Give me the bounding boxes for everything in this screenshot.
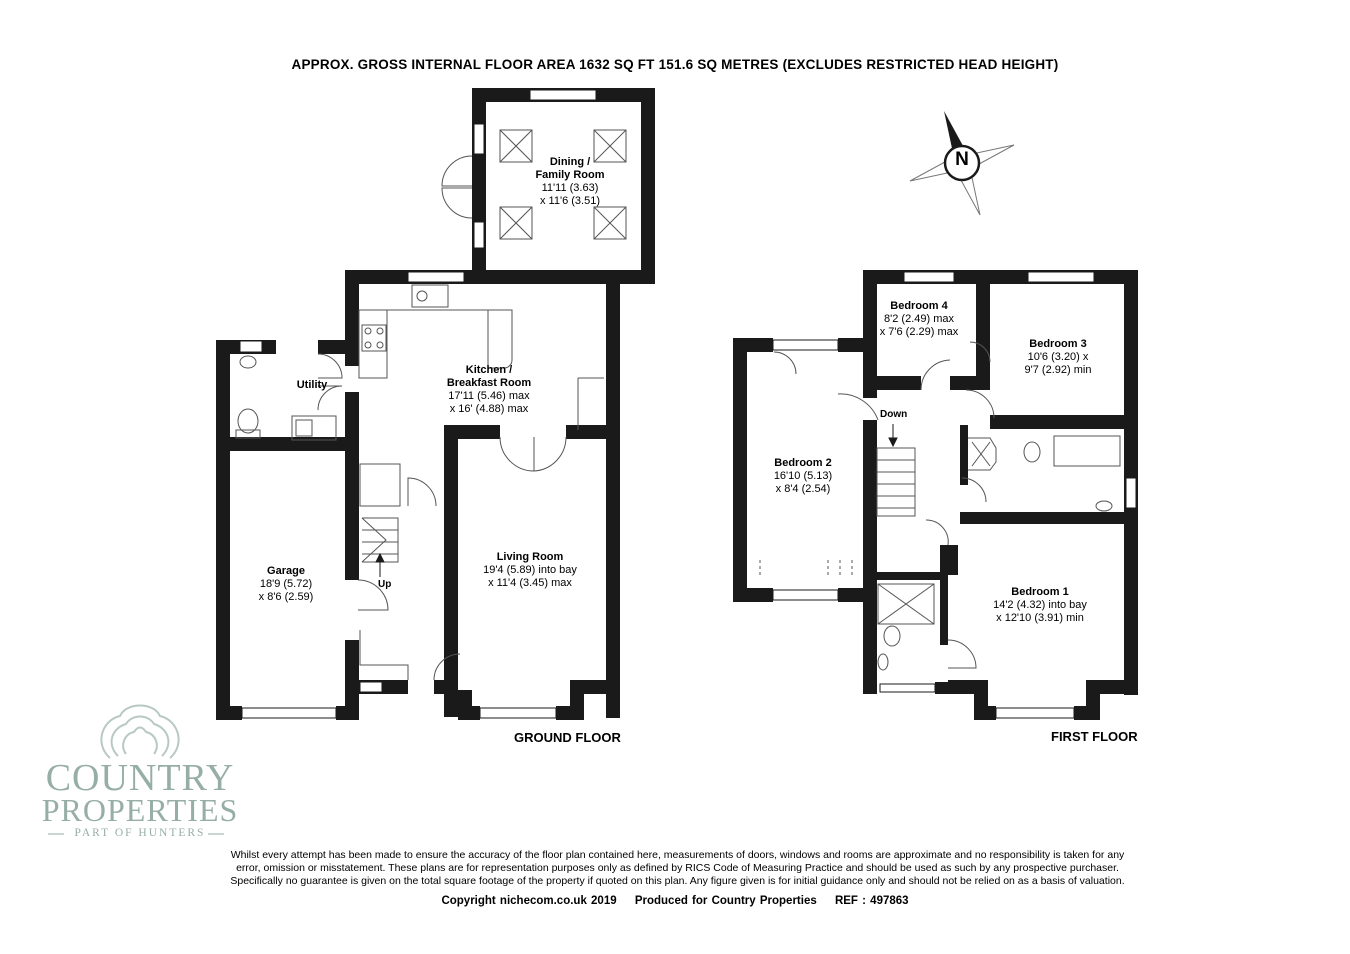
ff-bay-east-top [1086,680,1138,694]
bed4-south-wall-b [950,376,990,390]
french-door-right [442,188,472,218]
dining-room-name-2: Family Room [535,169,605,181]
bedroom3-name: Bedroom 3 [1029,338,1087,350]
bath-south-wall [960,512,1138,524]
living-room-label [460,551,600,590]
floor-area-heading: APPROX. GROSS INTERNAL FLOOR AREA 1632 SQ FT 151.6 SQ METRES (EXCLUDES RESTRICTED HEAD HEIGHT) [291,57,1059,72]
bed2-cupboard [774,352,796,374]
landing-door [926,520,948,545]
bedroom2-name: Bedroom 2 [774,457,832,469]
produced-for-text: Produced for Country Properties [634,895,817,907]
bedroom2-dim-2: x 8'4 (2.54) [775,483,831,495]
bay-east-top [570,680,620,694]
kitchen-window [408,272,464,282]
bed2-east-lower [863,420,877,694]
dining-side-window-2 [474,222,484,248]
bed3-window [1028,272,1094,282]
up-arrow-icon [376,554,384,562]
dining-east-wall [641,88,655,284]
bedroom4-dim-1: 8'2 (2.49) max [884,313,954,325]
kitchen-name-2: Breakfast Room [446,377,532,389]
living-bay-window [480,708,556,718]
bed1-west-jog [948,545,958,575]
bath-tub [1054,436,1120,466]
bed2-north-a [733,338,773,352]
bath-window [1126,478,1136,508]
compass-north-label: N [955,149,969,170]
living-room-dim-2: x 11'4 (3.45) max [488,577,572,589]
reference-number: REF : 497863 [834,895,909,907]
country-properties-logo [40,706,240,846]
living-door-right [534,437,566,471]
copyright-text: Copyright nichecom.co.uk 2019 [441,895,617,907]
utility-basin [240,356,256,368]
hall-cupboard [360,464,400,506]
garage-east-wall-lower [345,640,359,720]
hall-door [408,478,436,506]
kitchen-dim-1: 17'11 (5.46) max [448,390,530,402]
ff-bay-west-top [948,680,988,694]
ground-floor-label: GROUND FLOOR [514,730,621,745]
bedroom3-label [998,338,1118,377]
dining-room-name: Dining / [549,156,591,168]
bedroom1-dim-1: 14'2 (4.32) into bay [993,599,1087,611]
garage-dim-1: 18'9 (5.72) [259,578,313,590]
bath-basin [1096,501,1112,511]
stairs-up-label: Up [378,579,392,590]
ensuite-south-a [863,682,877,694]
living-room-dim-1: 19'4 (5.89) into bay [483,564,577,576]
skylight-3 [500,207,532,239]
hall-window [360,682,382,692]
living-door-left [500,437,534,471]
footer-credits [0,895,1350,907]
ensuite-basin [878,654,888,670]
bedroom4-name: Bedroom 4 [890,300,948,312]
logo-line-1: COUNTRY [45,757,235,799]
dining-south-wall [472,270,655,284]
stair-winder [362,518,386,562]
utility-door-a [318,354,342,378]
utility-name: Utility [296,379,328,391]
bath-north-wall [990,415,1138,429]
bed2-eaves [760,560,852,578]
skylight-4 [594,207,626,239]
kitchen-label [419,364,559,416]
dining-window [530,90,596,100]
bath-toilet [1024,442,1040,462]
disclaimer-line-1: Whilst every attempt has been made to ensure the accuracy of the floor plan contained here, measurements of doors, windows and rooms are approximate and no responsibility is taken for any [230,849,1125,861]
ensuite-toilet [884,626,900,646]
ff-bay-south-a [974,706,996,720]
logo-line-2: PROPERTIES [41,792,239,828]
kitchen-east-wall [606,278,620,718]
dining-room-label [500,156,640,208]
bed3-door [966,390,994,418]
bed2-window-2 [773,590,838,600]
ensuite-door [948,640,976,668]
dining-side-window [474,124,484,154]
ensuite-window [880,684,935,692]
ff-east-lower [1124,505,1138,695]
bedroom2-label [748,457,858,496]
disclaimer-line-2: error, omission or misstatement. These plans are for representation purposes only as defined by RICS Code of Measuring Practice and should be used as such by any prospective purchaser. [236,862,1119,874]
utility-south-wall [216,437,358,451]
ensuite-north-wall [874,572,948,580]
bedroom3-dim-2: 9'7 (2.92) min [1024,364,1092,376]
kitchen-name: Kitchen / [465,364,513,376]
bedroom4-label [866,300,972,339]
garage-west-wall [216,340,230,720]
dining-room-dim-2: x 11'6 (3.51) [540,195,600,207]
bed4-bed3-wall [976,270,990,388]
hall-lower [360,630,408,680]
utility-window [240,341,262,352]
garage-label [226,565,346,604]
living-room-name: Living Room [496,551,564,563]
stairs-down-label: Down [880,409,908,420]
kitchen-unit [578,378,604,430]
stairs-down [877,448,915,516]
living-west-wall [444,425,458,717]
garage-door-opening [242,708,336,718]
bedroom1-dim-2: x 12'10 (3.91) min [996,612,1084,624]
bedroom4-dim-2: x 7'6 (2.29) max [879,326,959,338]
living-north-wall-a [444,425,500,439]
logo-line-3: PART OF HUNTERS [74,827,206,839]
bed1-bay-window [996,708,1074,718]
dining-room-dim-1: 11'11 (3.63) [541,182,599,194]
down-arrow-icon [889,438,897,446]
kitchen-sink-bowl [417,291,427,301]
bed4-door [921,360,950,390]
garage-east-wall-upper [345,440,359,580]
bed2-east-upper [863,338,877,398]
ensuite-east-wall [940,545,948,645]
kitchen-dim-2: x 16' (4.88) max [449,403,529,415]
bed4-window [904,272,954,282]
first-floor-label: FIRST FLOOR [1051,729,1138,744]
utility-toilet [238,409,258,433]
bedroom3-dim-1: 10'6 (3.20) x [1027,351,1089,363]
kitchen-worktop [359,310,512,368]
bed2-south-a [733,588,773,602]
bed2-window [773,340,838,350]
bedroom2-dim-1: 16'10 (5.13) [773,470,833,482]
garage-dim-2: x 8'6 (2.59) [258,591,314,603]
bath-west-wall [960,425,968,485]
bedroom1-name: Bedroom 1 [1011,586,1069,598]
living-north-wall-b [566,425,620,439]
disclaimer-text [190,849,1165,888]
utility-label [282,379,342,392]
bed2-west-wall [733,338,747,600]
utility-north-wall-b [318,340,358,354]
bay-south-a [458,706,480,720]
bedroom1-label [970,586,1110,625]
garage-name: Garage [267,565,305,577]
french-door-left [442,156,472,186]
disclaimer-line-3: Specifically no guarantee is given on the total square footage of the property if quoted on this plan. Any figure given is for initial guidance only and should not be relied on as a basis of valuation. [230,875,1125,887]
